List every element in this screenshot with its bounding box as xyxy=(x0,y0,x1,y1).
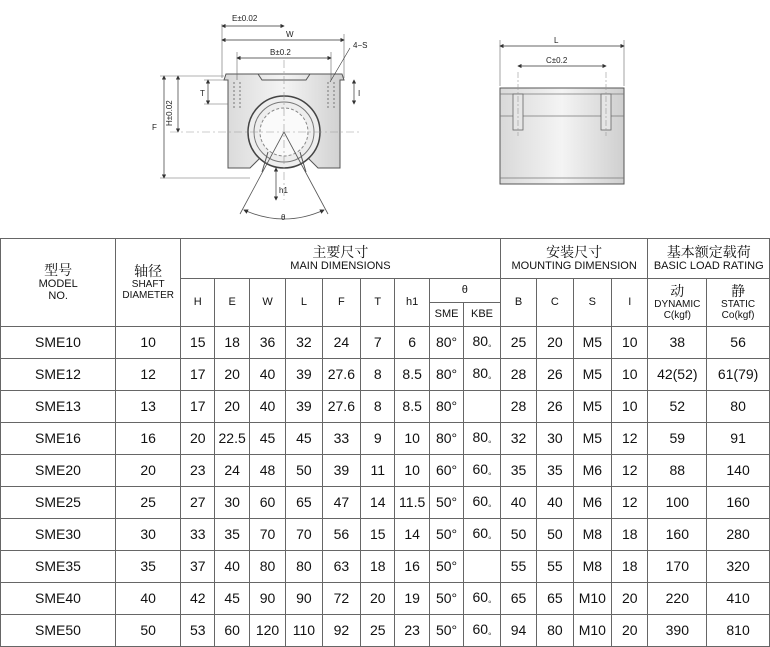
front-view xyxy=(152,14,367,222)
cell-w: 90 xyxy=(249,583,285,615)
cell-w: 80 xyxy=(249,551,285,583)
cell-kbe xyxy=(464,455,501,487)
degree-mark: ◦ xyxy=(488,372,492,384)
cell-t: 25 xyxy=(361,615,395,647)
cell-c: 80 xyxy=(537,615,573,647)
cell-i: 10 xyxy=(612,391,648,423)
cell-shaft: 25 xyxy=(116,487,181,519)
cell-h: 27 xyxy=(181,487,215,519)
cell-model: SME25 xyxy=(1,487,116,519)
cell-s: M8 xyxy=(573,551,611,583)
cell-stat: 410 xyxy=(707,583,770,615)
header-main-dimensions: 主要尺寸 MAIN DIMENSIONS xyxy=(181,239,501,279)
cell-s: M8 xyxy=(573,519,611,551)
cell-e: 40 xyxy=(215,551,249,583)
header-i: I xyxy=(612,279,648,327)
cell-model: SME35 xyxy=(1,551,116,583)
header-h1: h1 xyxy=(395,279,429,327)
cell-l: 70 xyxy=(286,519,322,551)
cell-e: 22.5 xyxy=(215,423,249,455)
cell-l: 80 xyxy=(286,551,322,583)
cell-dyn: 88 xyxy=(648,455,707,487)
cell-f: 27.6 xyxy=(322,391,360,423)
cell-h: 23 xyxy=(181,455,215,487)
cell-e: 20 xyxy=(215,391,249,423)
cell-c: 50 xyxy=(537,519,573,551)
cell-dyn: 220 xyxy=(648,583,707,615)
cell-i: 20 xyxy=(612,615,648,647)
cell-shaft: 40 xyxy=(116,583,181,615)
cell-kbe xyxy=(464,519,501,551)
cell-stat: 80 xyxy=(707,391,770,423)
cell-shaft: 30 xyxy=(116,519,181,551)
cell-dyn: 170 xyxy=(648,551,707,583)
cell-sme: 50° xyxy=(429,487,463,519)
spec-table xyxy=(0,238,770,647)
cell-t: 15 xyxy=(361,519,395,551)
cell-model: SME40 xyxy=(1,583,116,615)
cell-e: 20 xyxy=(215,359,249,391)
kbe-value: 60 xyxy=(472,492,489,509)
cell-c: 30 xyxy=(537,423,573,455)
cell-w: 40 xyxy=(249,391,285,423)
cell-b: 28 xyxy=(500,359,536,391)
cell-s: M5 xyxy=(573,327,611,359)
cell-c: 55 xyxy=(537,551,573,583)
cell-sme: 50° xyxy=(429,519,463,551)
cell-b: 94 xyxy=(500,615,536,647)
header-h: H xyxy=(181,279,215,327)
cell-t: 8 xyxy=(361,391,395,423)
header-theta-sme: SME xyxy=(429,303,463,327)
kbe-value: 80 xyxy=(472,428,489,445)
cell-l: 45 xyxy=(286,423,322,455)
table-row xyxy=(1,359,770,391)
cell-f: 24 xyxy=(322,327,360,359)
cell-h: 17 xyxy=(181,391,215,423)
cell-t: 7 xyxy=(361,327,395,359)
cell-stat: 160 xyxy=(707,487,770,519)
cell-stat: 280 xyxy=(707,519,770,551)
cell-i: 10 xyxy=(612,359,648,391)
cell-kbe xyxy=(464,615,501,647)
cell-stat: 91 xyxy=(707,423,770,455)
cell-model: SME16 xyxy=(1,423,116,455)
kbe-value: 80 xyxy=(472,332,489,349)
cell-s: M6 xyxy=(573,487,611,519)
dim-theta-label: θ xyxy=(281,213,286,222)
cell-dyn: 390 xyxy=(648,615,707,647)
cell-h1: 14 xyxy=(395,519,429,551)
cell-i: 12 xyxy=(612,423,648,455)
cell-shaft: 12 xyxy=(116,359,181,391)
cell-dyn: 42(52) xyxy=(648,359,707,391)
degree-mark: ◦ xyxy=(488,340,492,352)
cell-h1: 10 xyxy=(395,455,429,487)
header-w: W xyxy=(249,279,285,327)
cell-kbe xyxy=(464,583,501,615)
cell-sme: 50° xyxy=(429,615,463,647)
table-row xyxy=(1,487,770,519)
header-theta-kbe: KBE xyxy=(464,303,501,327)
kbe-value: 60 xyxy=(472,524,489,541)
cell-h: 37 xyxy=(181,551,215,583)
cell-sme: 80° xyxy=(429,391,463,423)
cell-c: 26 xyxy=(537,359,573,391)
dim-c-label: C±0.2 xyxy=(546,56,568,65)
header-theta: θ xyxy=(429,279,500,303)
cell-e: 30 xyxy=(215,487,249,519)
cell-f: 72 xyxy=(322,583,360,615)
cell-t: 8 xyxy=(361,359,395,391)
cell-sme: 50° xyxy=(429,551,463,583)
cell-e: 24 xyxy=(215,455,249,487)
cell-shaft: 13 xyxy=(116,391,181,423)
cell-e: 45 xyxy=(215,583,249,615)
cell-b: 40 xyxy=(500,487,536,519)
cell-e: 60 xyxy=(215,615,249,647)
kbe-value: 60 xyxy=(472,620,489,637)
table-row xyxy=(1,423,770,455)
dim-t-label: T xyxy=(200,89,205,98)
kbe-value: 60 xyxy=(472,460,489,477)
degree-mark: ◦ xyxy=(488,596,492,608)
cell-kbe xyxy=(464,487,501,519)
cell-l: 39 xyxy=(286,359,322,391)
table-row xyxy=(1,391,770,423)
cell-dyn: 100 xyxy=(648,487,707,519)
dim-l-label: L xyxy=(554,36,559,45)
cell-c: 35 xyxy=(537,455,573,487)
kbe-value: 60 xyxy=(472,588,489,605)
cell-s: M10 xyxy=(573,615,611,647)
dim-f-label: F xyxy=(152,123,157,132)
cell-stat: 61(79) xyxy=(707,359,770,391)
header-basic-load-rating: 基本额定载荷 BASIC LOAD RATING xyxy=(648,239,770,279)
dim-i-label: I xyxy=(358,89,361,98)
cell-w: 36 xyxy=(249,327,285,359)
table-row xyxy=(1,551,770,583)
dim-b-label: B±0.2 xyxy=(270,48,291,57)
cell-w: 70 xyxy=(249,519,285,551)
header-t: T xyxy=(361,279,395,327)
cell-w: 60 xyxy=(249,487,285,519)
cell-shaft: 10 xyxy=(116,327,181,359)
cell-i: 18 xyxy=(612,519,648,551)
dim-h1-label: h1 xyxy=(279,186,288,195)
cell-stat: 320 xyxy=(707,551,770,583)
cell-kbe xyxy=(464,423,501,455)
cell-h1: 11.5 xyxy=(395,487,429,519)
header-dynamic: 动 DYNAMIC C(kgf) xyxy=(648,279,707,327)
cell-c: 65 xyxy=(537,583,573,615)
cell-h: 33 xyxy=(181,519,215,551)
cell-f: 33 xyxy=(322,423,360,455)
cell-l: 90 xyxy=(286,583,322,615)
cell-t: 14 xyxy=(361,487,395,519)
cell-h1: 19 xyxy=(395,583,429,615)
dim-h-label: H±0.02 xyxy=(165,100,174,126)
header-shaft-diameter: 轴径 SHAFT DIAMETER xyxy=(116,239,181,327)
cell-f: 27.6 xyxy=(322,359,360,391)
cell-shaft: 35 xyxy=(116,551,181,583)
cell-f: 56 xyxy=(322,519,360,551)
cell-h1: 8.5 xyxy=(395,391,429,423)
dim-screw-label: 4−S xyxy=(353,41,368,50)
cell-t: 20 xyxy=(361,583,395,615)
table-row xyxy=(1,327,770,359)
cell-kbe xyxy=(464,551,501,583)
cell-dyn: 160 xyxy=(648,519,707,551)
cell-l: 50 xyxy=(286,455,322,487)
cell-dyn: 38 xyxy=(648,327,707,359)
cell-s: M5 xyxy=(573,391,611,423)
cell-i: 18 xyxy=(612,551,648,583)
cell-l: 65 xyxy=(286,487,322,519)
header-static: 静 STATIC Co(kgf) xyxy=(707,279,770,327)
cell-h: 53 xyxy=(181,615,215,647)
cell-t: 18 xyxy=(361,551,395,583)
cell-c: 40 xyxy=(537,487,573,519)
cell-stat: 810 xyxy=(707,615,770,647)
cell-shaft: 16 xyxy=(116,423,181,455)
cell-l: 39 xyxy=(286,391,322,423)
cell-b: 32 xyxy=(500,423,536,455)
cell-kbe xyxy=(464,359,501,391)
cell-model: SME12 xyxy=(1,359,116,391)
cell-sme: 80° xyxy=(429,359,463,391)
cell-shaft: 20 xyxy=(116,455,181,487)
degree-mark: ◦ xyxy=(488,468,492,480)
cell-sme: 60° xyxy=(429,455,463,487)
cell-model: SME30 xyxy=(1,519,116,551)
cell-e: 35 xyxy=(215,519,249,551)
cell-h1: 10 xyxy=(395,423,429,455)
cell-b: 25 xyxy=(500,327,536,359)
cell-model: SME10 xyxy=(1,327,116,359)
degree-mark: ◦ xyxy=(488,500,492,512)
cell-h1: 8.5 xyxy=(395,359,429,391)
cell-i: 12 xyxy=(612,455,648,487)
cell-sme: 80° xyxy=(429,423,463,455)
cell-s: M5 xyxy=(573,359,611,391)
cell-l: 32 xyxy=(286,327,322,359)
cell-w: 45 xyxy=(249,423,285,455)
cell-l: 110 xyxy=(286,615,322,647)
header-mounting-dimension: 安装尺寸 MOUNTING DIMENSION xyxy=(500,239,648,279)
cell-dyn: 59 xyxy=(648,423,707,455)
table-row xyxy=(1,455,770,487)
degree-mark: ◦ xyxy=(488,436,492,448)
dim-e-label: E±0.02 xyxy=(232,14,258,23)
header-model: 型号 MODEL NO. xyxy=(1,239,116,327)
cell-b: 28 xyxy=(500,391,536,423)
cell-w: 40 xyxy=(249,359,285,391)
cell-h: 42 xyxy=(181,583,215,615)
cell-b: 35 xyxy=(500,455,536,487)
cell-f: 63 xyxy=(322,551,360,583)
header-c: C xyxy=(537,279,573,327)
cell-i: 20 xyxy=(612,583,648,615)
kbe-value: 80 xyxy=(472,364,489,381)
cell-sme: 50° xyxy=(429,583,463,615)
cell-kbe xyxy=(464,327,501,359)
cell-sme: 80° xyxy=(429,327,463,359)
side-view xyxy=(500,36,624,184)
cell-h: 20 xyxy=(181,423,215,455)
degree-mark: ◦ xyxy=(488,532,492,544)
table-row xyxy=(1,519,770,551)
cell-h: 15 xyxy=(181,327,215,359)
cell-c: 26 xyxy=(537,391,573,423)
cell-w: 48 xyxy=(249,455,285,487)
cell-s: M5 xyxy=(573,423,611,455)
cell-h1: 23 xyxy=(395,615,429,647)
header-f: F xyxy=(322,279,360,327)
header-b: B xyxy=(500,279,536,327)
spec-table-body xyxy=(1,327,770,647)
header-s: S xyxy=(573,279,611,327)
cell-f: 47 xyxy=(322,487,360,519)
cell-h1: 6 xyxy=(395,327,429,359)
cell-b: 55 xyxy=(500,551,536,583)
header-e: E xyxy=(215,279,249,327)
table-row xyxy=(1,583,770,615)
cell-stat: 140 xyxy=(707,455,770,487)
cell-i: 10 xyxy=(612,327,648,359)
cell-i: 12 xyxy=(612,487,648,519)
cell-f: 92 xyxy=(322,615,360,647)
cell-c: 20 xyxy=(537,327,573,359)
technical-drawing xyxy=(0,0,770,238)
cell-model: SME50 xyxy=(1,615,116,647)
cell-model: SME13 xyxy=(1,391,116,423)
cell-model: SME20 xyxy=(1,455,116,487)
cell-shaft: 50 xyxy=(116,615,181,647)
cell-w: 120 xyxy=(249,615,285,647)
cell-b: 65 xyxy=(500,583,536,615)
cell-f: 39 xyxy=(322,455,360,487)
dim-w-label: W xyxy=(286,30,294,39)
degree-mark: ◦ xyxy=(488,628,492,640)
cell-kbe xyxy=(464,391,501,423)
header-l: L xyxy=(286,279,322,327)
cell-s: M10 xyxy=(573,583,611,615)
cell-h: 17 xyxy=(181,359,215,391)
cell-stat: 56 xyxy=(707,327,770,359)
cell-b: 50 xyxy=(500,519,536,551)
cell-t: 9 xyxy=(361,423,395,455)
table-row xyxy=(1,615,770,647)
cell-s: M6 xyxy=(573,455,611,487)
cell-dyn: 52 xyxy=(648,391,707,423)
cell-t: 11 xyxy=(361,455,395,487)
cell-h1: 16 xyxy=(395,551,429,583)
cell-e: 18 xyxy=(215,327,249,359)
